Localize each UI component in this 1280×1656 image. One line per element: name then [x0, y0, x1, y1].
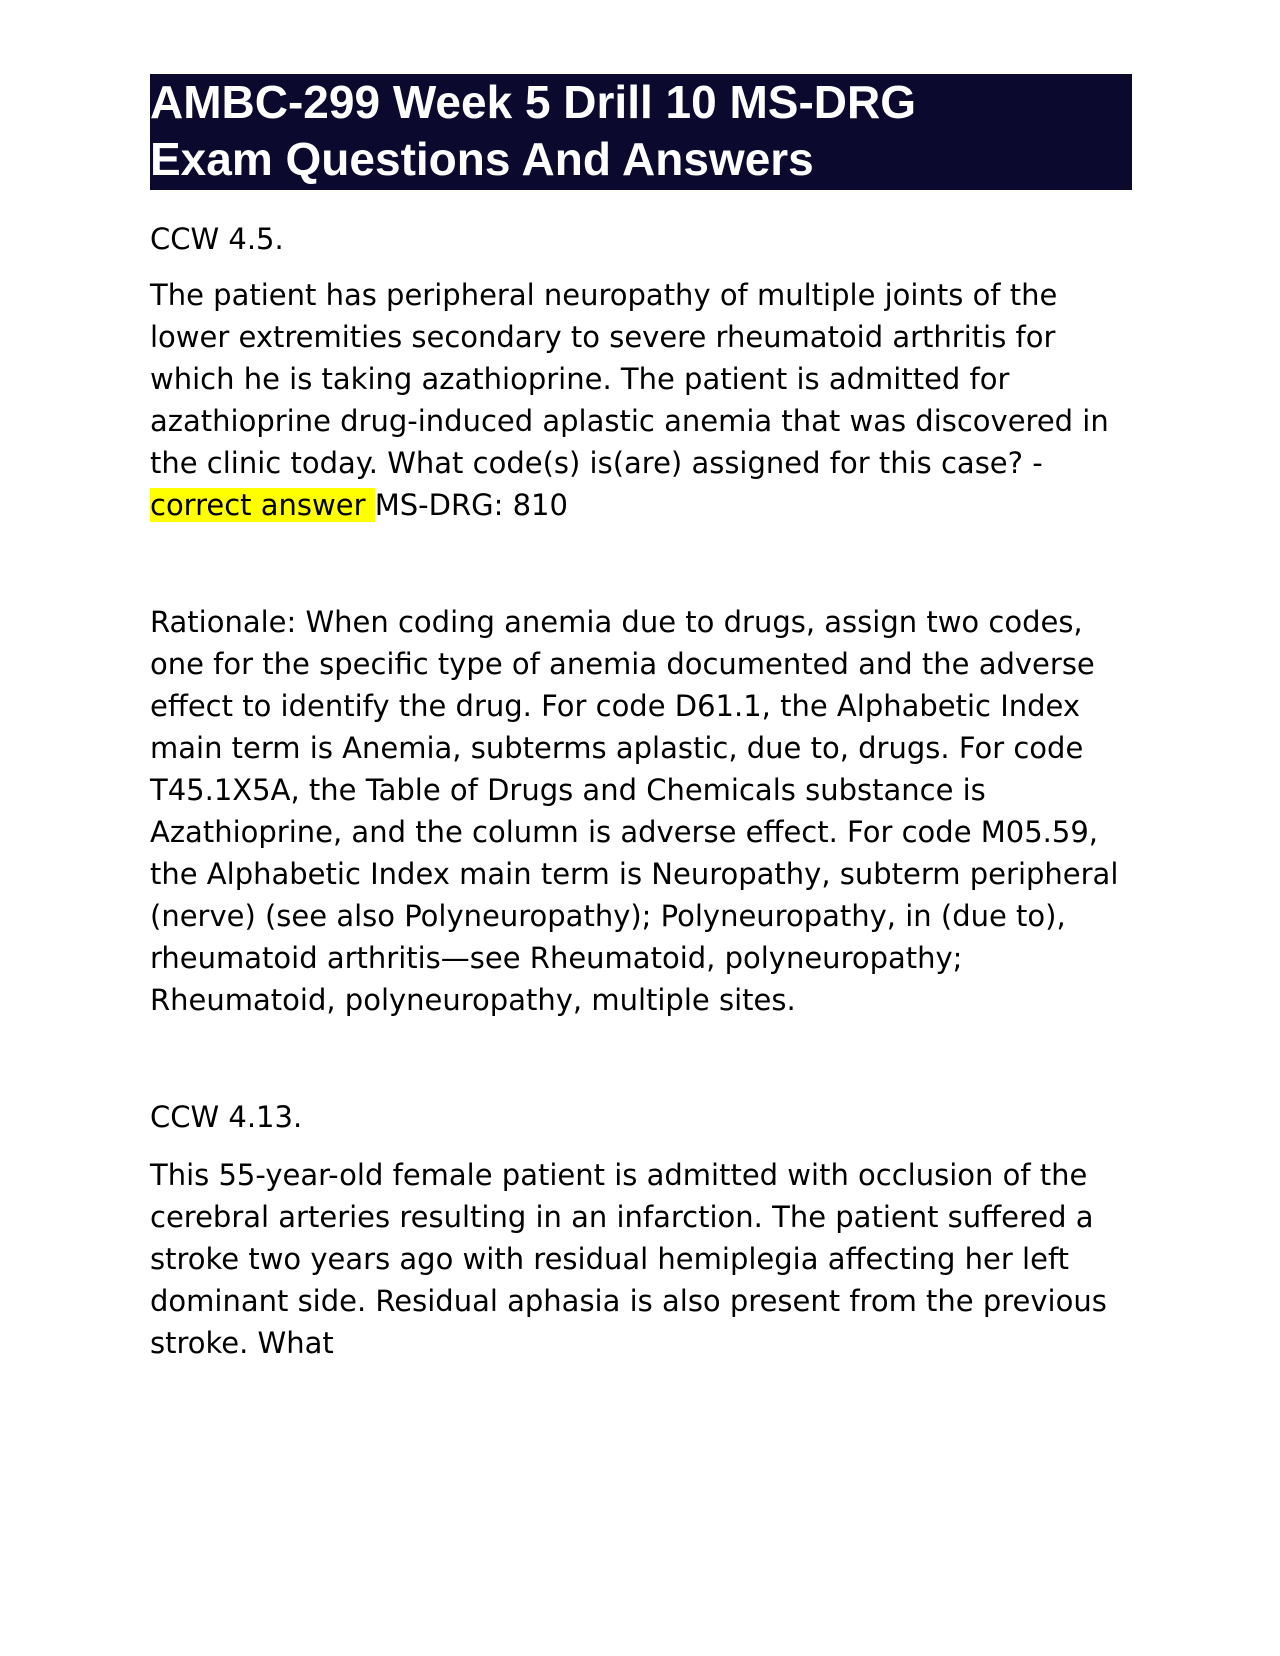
document-title-line-2: Exam Questions And Answers: [150, 133, 814, 185]
document-page: [150, 74, 1140, 1364]
rationale-text: Rationale: When coding anemia due to drugs, assign two codes, one for the specific type of anemia documented and the adverse effect to identify the drug. For code D61.1, the Alphabetic Index main term is Anemia, subterms aplastic, due to, drugs. For code T45.1X5A, the Table of Drugs and Chemicals substance is Azathioprine, and the column is adverse effect. For code M05.59, the Alphabetic Index main term is Neuropathy, subterm peripheral (nerve) (see also Polyneuropathy); Polyneuropathy, in (due to), rheumatoid arthritis—see Rheumatoid, polyneuropathy; Rheumatoid, polyneuropathy, multiple sites.: [150, 605, 1119, 1017]
document-title: [150, 74, 1132, 190]
question-text: [150, 274, 1140, 526]
answer-text: MS-DRG: 810: [374, 488, 568, 522]
document-title-line-1: AMBC-299 Week 5 Drill 10 MS-DRG: [150, 76, 917, 128]
question-label: CCW 4.13.: [150, 1100, 303, 1134]
correct-answer-marker: correct answer: [150, 488, 375, 522]
question-text: This 55-year-old female patient is admitted with occlusion of the cerebral arteries resulting in an infarction. The patient suffered a stroke two years ago with residual hemiplegia affecting her left dominant side. Residual aphasia is also present from the previous stroke. What: [150, 1158, 1107, 1360]
question-body: The patient has peripheral neuropathy of multiple joints of the lower extremities secondary to severe rheumatoid arthritis for which he is taking azathioprine. The patient is admitted for azathioprine drug-induced aplastic anemia that was discovered in the clinic today. What code(s) is(are) assigned for this case? -: [150, 278, 1109, 480]
question-label: CCW 4.5.: [150, 222, 284, 256]
